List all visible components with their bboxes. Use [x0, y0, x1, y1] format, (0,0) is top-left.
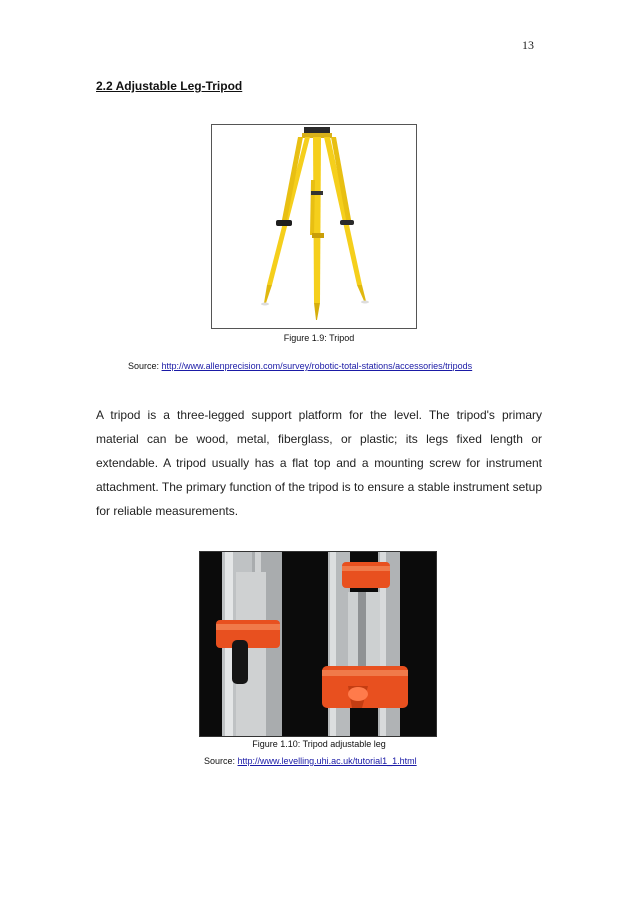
figure-1-9-source: [128, 361, 472, 371]
tripod-figure: [211, 124, 417, 329]
body-paragraph: [96, 403, 542, 523]
figure-1-10-source: [204, 756, 417, 766]
tripod-illustration: [212, 125, 416, 328]
paragraph-text: A tripod is a three-legged support platform for the level. The tripod's primary material can be wood, metal, fiberglass, or plastic; its legs fixed length or extendable. A tripod usually has a flat top and a mounting screw for instrument attachment. The primary function of the tripod is to ensure a stable instrument setup for reliable measurements.: [96, 408, 542, 518]
figure-1-10-caption: Figure 1.10: Tripod adjustable leg: [252, 739, 386, 749]
section-heading: 2.2 Adjustable Leg-Tripod: [96, 79, 243, 93]
source-label: Source:: [128, 361, 160, 371]
figure-1-9-caption: Figure 1.9: Tripod: [283, 333, 355, 343]
source-link-allenprecision[interactable]: http://www.allenprecision.com/survey/robotic-total-stations/accessories/tripods: [161, 361, 473, 371]
source-label: Source:: [204, 756, 236, 766]
source-link-levelling[interactable]: http://www.levelling.uhi.ac.uk/tutorial1_1.html: [237, 756, 417, 766]
adjustable-leg-illustration: [200, 552, 436, 736]
adjustable-leg-figure: [199, 551, 437, 737]
page-number: 13: [522, 38, 534, 52]
